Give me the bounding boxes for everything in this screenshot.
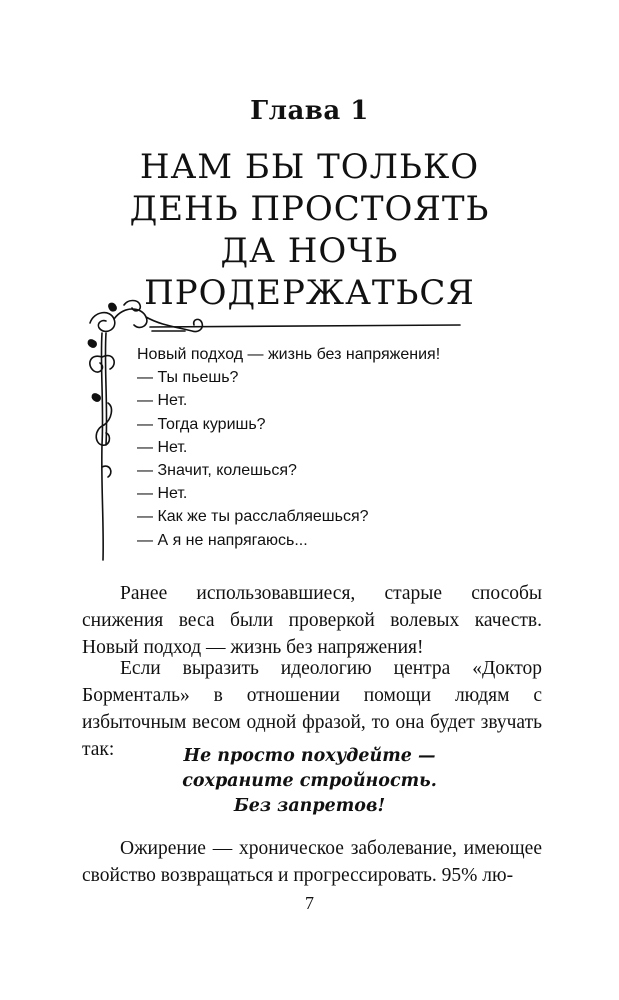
epigraph-line: — Значит, колешься? bbox=[137, 462, 297, 480]
body-paragraph bbox=[82, 580, 542, 661]
epigraph-line: — Нет. bbox=[137, 485, 188, 503]
epigraph-line: — Ты пьешь? bbox=[137, 369, 239, 387]
epigraph-line: Новый подход — жизнь без напряжения! bbox=[137, 346, 441, 363]
epigraph-line: — Как же ты расслабляешься? bbox=[137, 508, 369, 526]
slogan-line: Без запретов! bbox=[233, 796, 386, 816]
slogan-line: Не просто похудейте — bbox=[183, 746, 436, 766]
chapter-title-line: ДЕНЬ ПРОСТОЯТЬ bbox=[129, 189, 490, 229]
epigraph-line: — Нет. bbox=[137, 438, 188, 456]
epigraph-line: — Нет. bbox=[137, 392, 188, 410]
chapter-title-line: НАМ БЫ ТОЛЬКО bbox=[139, 147, 480, 187]
page-number: 7 bbox=[305, 893, 314, 913]
chapter-label: Глава 1 bbox=[250, 96, 369, 126]
chapter-title-line: ПРОДЕРЖАТЬСЯ bbox=[144, 273, 475, 313]
epigraph-line: — А я не напрягаюсь... bbox=[137, 531, 308, 549]
paragraph-text: Ожирение — хроническое заболевание, имеющее свойство возвращаться и прогрессировать. 95% лю- bbox=[82, 838, 542, 886]
slogan-line: сохраните стройность. bbox=[182, 771, 437, 791]
paragraph-text: Если выразить идеологию центра «Доктор Борменталь» в отношении помощи людям с избыточным весом одной фразой, то она будет звучать так: bbox=[82, 658, 542, 760]
body-paragraph bbox=[82, 835, 542, 889]
chapter-title bbox=[0, 146, 619, 314]
epigraph bbox=[137, 343, 467, 552]
epigraph-line: — Тогда куришь? bbox=[137, 415, 266, 433]
slogan bbox=[0, 744, 619, 819]
chapter-title-line: ДА НОЧЬ bbox=[220, 231, 399, 271]
paragraph-text: Ранее использовавшиеся, старые способы снижения веса были проверкой волевых качеств. Новый подход — жизнь без напряжения! bbox=[82, 583, 542, 658]
